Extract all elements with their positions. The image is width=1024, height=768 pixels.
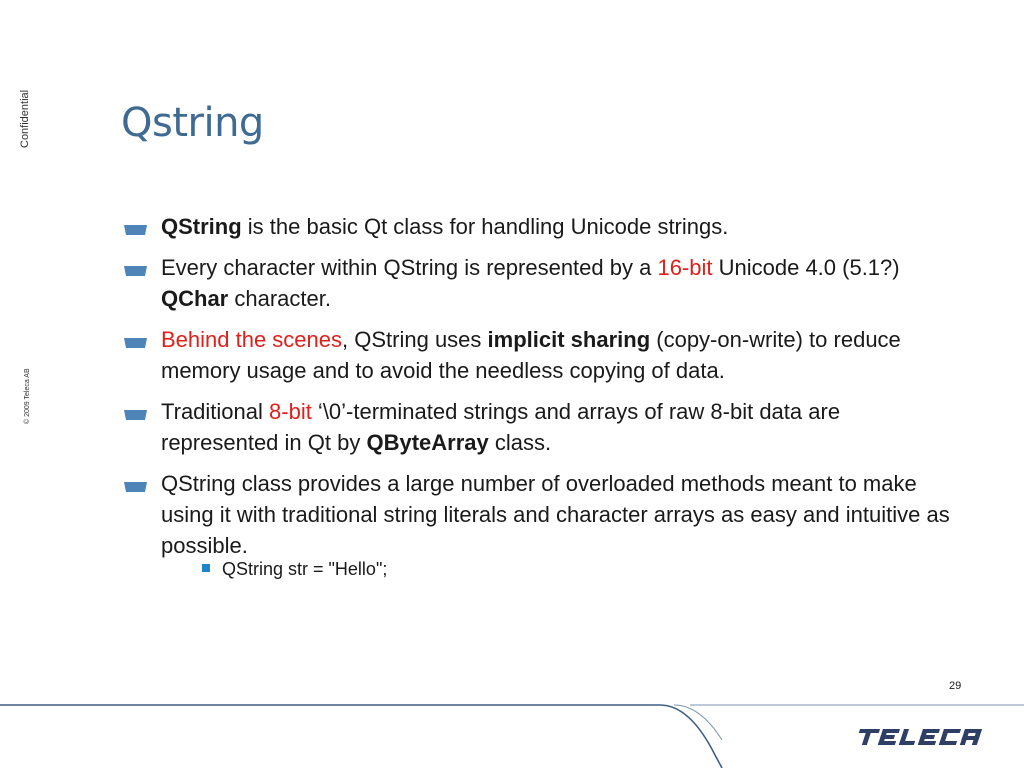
sub-bullet-text: QString str = "Hello"; [222,559,388,579]
text-segment: Traditional [161,399,270,424]
highlight-term: 16-bit [657,255,713,280]
text-segment: Unicode 4.0 (5.1?) [712,255,900,280]
bullet-item [122,211,962,242]
bullet-text [161,396,962,458]
bullet-item [122,324,962,386]
bullet-list [122,211,962,591]
bullet-icon [124,482,147,492]
bullet-text [161,211,962,242]
bullet-icon [124,410,147,420]
bullet-icon [124,338,147,348]
copyright-label: © 2009 Teleca AB [24,368,31,424]
text-segment: Every character within QString is represented by a [161,255,658,280]
text-segment: , QString uses [342,327,488,352]
text-segment: QString class provides a large number of overloaded methods meant to make using it with traditional string literals and character arrays as easy and intuitive as possible. [161,471,950,558]
teleca-logo [854,726,990,748]
bullet-text [161,252,962,314]
highlight-term: 8-bit [269,399,312,424]
bullet-text [161,468,962,561]
bold-term: QChar [161,286,229,311]
footer-curve-left [0,705,722,768]
bullet-icon [124,266,147,276]
bullet-item [122,252,962,314]
bold-term: implicit sharing [487,327,651,352]
bold-term: QByteArray [366,430,489,455]
text-segment: class. [488,430,552,455]
footer-curve-accent [674,705,722,740]
highlight-term: Behind the scenes [161,327,343,352]
bullet-text [161,324,962,386]
square-bullet-icon [202,564,210,572]
text-segment: (copy-on-write) to reduce memory usage and to avoid the needless copying of data. [161,327,901,383]
text-segment: character. [228,286,331,311]
bold-term: QString [161,214,242,239]
confidential-label: Confidential [19,89,31,148]
sub-bullet-item [201,557,962,581]
bullet-item [122,468,962,581]
bullet-item [122,396,962,458]
slide-title: Qstring [121,100,264,146]
bullet-icon [124,225,147,235]
page-number: 29 [949,680,962,692]
text-segment: is the basic Qt class for handling Unicode strings. [241,214,729,239]
text-segment: ‘\0’-terminated strings and arrays of raw 8-bit data are represented in Qt by [161,399,841,455]
